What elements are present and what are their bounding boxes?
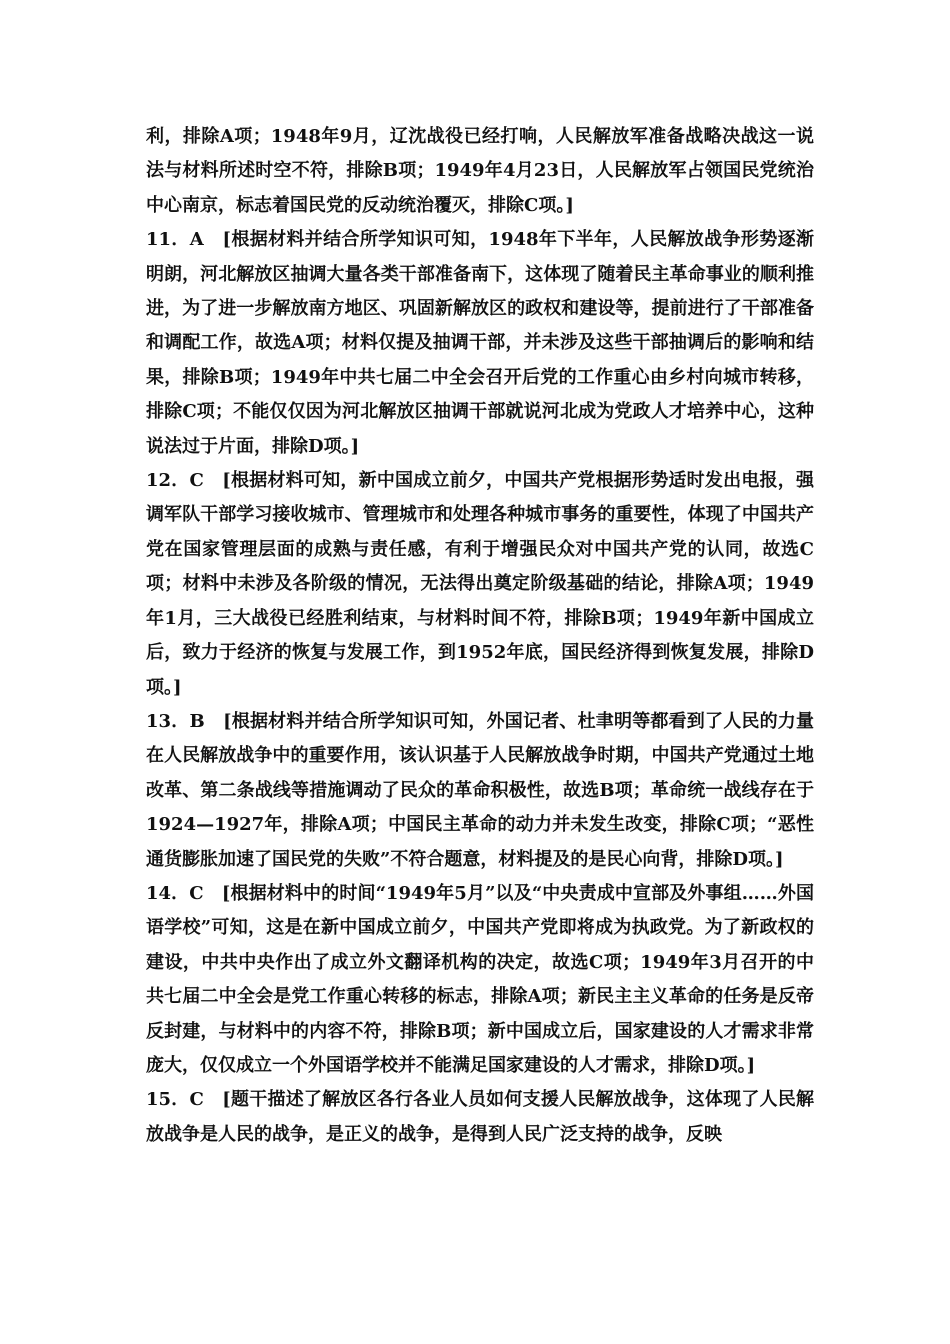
document-page <box>146 120 814 1152</box>
answer-paragraph-12: 12．C [根据材料可知，新中国成立前夕，中国共产党根据形势适时发出电报，强调军队干部学习接收城市、管理城市和处理各种城市事务的重要性，体现了中国共产党在国家管理层面的成熟与责任感，有利于增强民众对中国共产党的认同，故选C项；材料中未涉及各阶级的情况，无法得出奠定阶级基础的结论，排除A项；1949年1月，三大战役已经胜利结束，与材料时间不符，排除B项；1949年新中国成立后，致力于经济的恢复与发展工作，到1952年底，国民经济得到恢复发展，排除D项。] <box>146 470 814 698</box>
answer-paragraph-15: 15．C [题干描述了解放区各行各业人员如何支援人民解放战争，这体现了人民解放战争是人民的战争，是正义的战争，是得到人民广泛支持的战争，反映 <box>146 1089 814 1145</box>
answer-paragraph-13: 13．B [根据材料并结合所学知识可知，外国记者、杜聿明等都看到了人民的力量在人民解放战争中的重要作用，该认识基于人民解放战争时期，中国共产党通过土地改革、第二条战线等措施调动了民众的革命积极性，故选B项；革命统一战线存在于1924—1927年，排除A项；中国民主革命的动力并未发生改变，排除C项；“恶性通货膨胀加速了国民党的失败”不符合题意，材料提及的是民心向背，排除D项。] <box>146 710 814 870</box>
answer-paragraph-11: 11．A [根据材料并结合所学知识可知，1948年下半年，人民解放战争形势逐渐明朗，河北解放区抽调大量各类干部准备南下，这体现了随着民主革命事业的顺利推进，为了进一步解放南方地区、巩固新解放区的政权和建设等，提前进行了干部准备和调配工作，故选A项；材料仅提及抽调干部，并未涉及这些干部抽调后的影响和结果，排除B项；1949年中共七届二中全会召开后党的工作重心由乡村向城市转移，排除C项；不能仅仅因为河北解放区抽调干部就说河北成为党政人才培养中心，这种说法过于片面，排除D项。] <box>146 229 814 457</box>
answer-paragraph-10-continued: 利，排除A项；1948年9月，辽沈战役已经打响，人民解放军准备战略决战这一说法与材料所述时空不符，排除B项；1949年4月23日，人民解放军占领国民党统治中心南京，标志着国民党的反动统治覆灭，排除C项。] <box>146 126 814 216</box>
answer-paragraph-14: 14．C [根据材料中的时间“1949年5月”以及“中央责成中宣部及外事组……外国语学校”可知，这是在新中国成立前夕，中国共产党即将成为执政党。为了新政权的建设，中共中央作出了成立外文翻译机构的决定，故选C项；1949年3月召开的中共七届二中全会是党工作重心转移的标志，排除A项；新民主主义革命的任务是反帝反封建，与材料中的内容不符，排除B项；新中国成立后，国家建设的人才需求非常庞大，仅仅成立一个外国语学校并不能满足国家建设的人才需求，排除D项。] <box>146 882 814 1076</box>
